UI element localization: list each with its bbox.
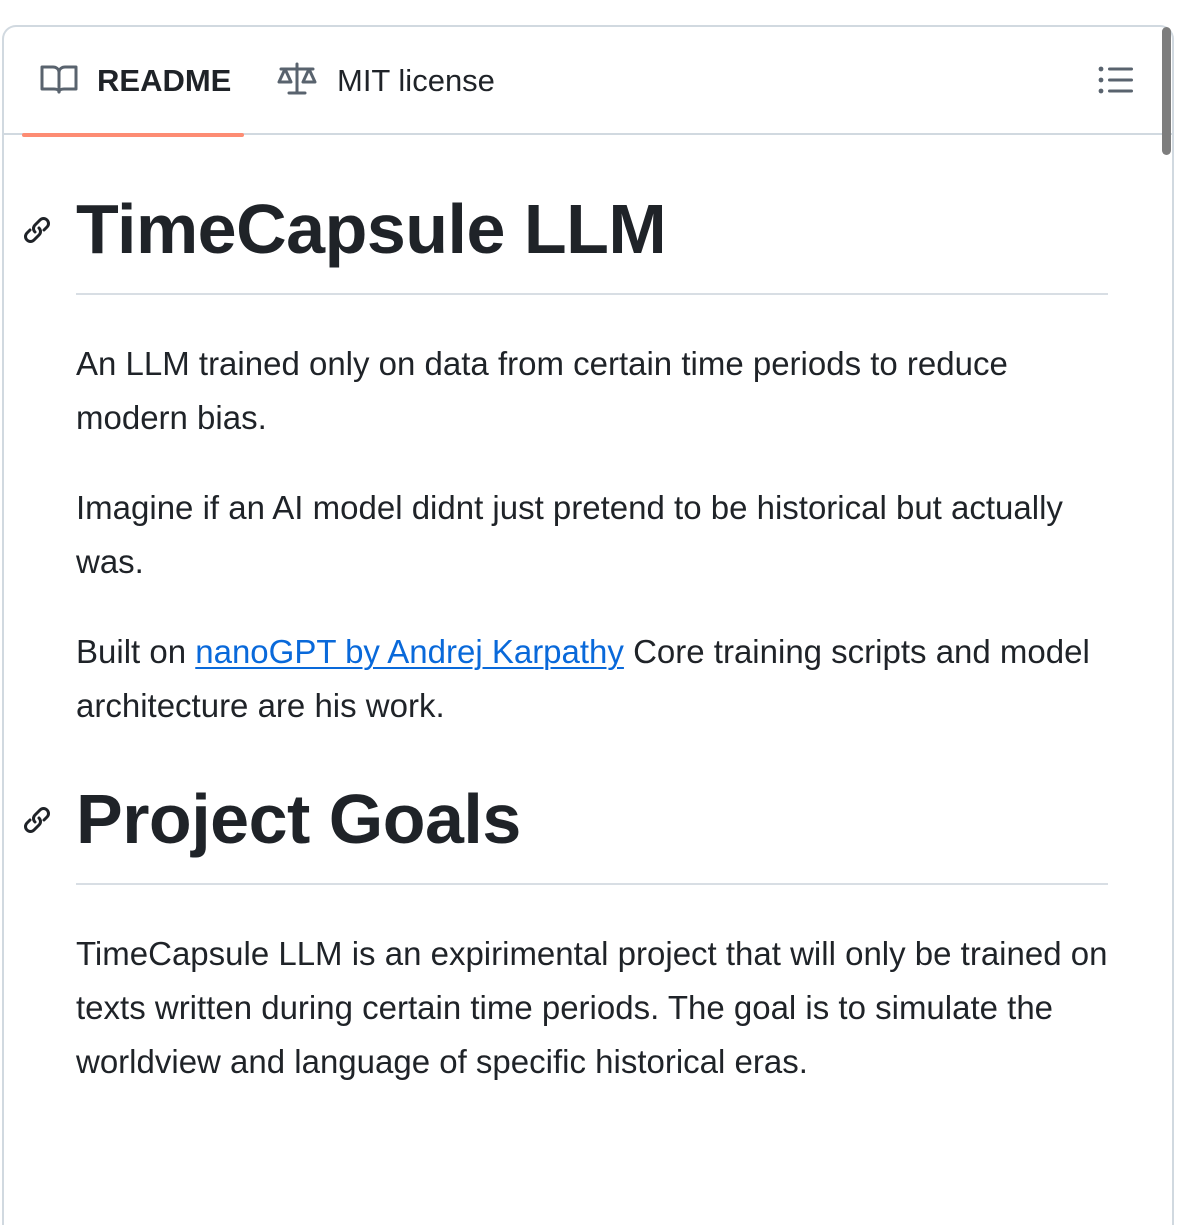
nanogpt-link[interactable]: nanoGPT by Andrej Karpathy [195, 633, 624, 670]
built-on-prefix: Built on [76, 633, 196, 670]
built-on-paragraph [76, 625, 1108, 733]
tab-license[interactable] [276, 27, 495, 135]
table-of-contents-button[interactable] [1094, 61, 1138, 103]
tab-license-label: MIT license [337, 63, 495, 98]
intro-paragraph-1: An LLM trained only on data from certain time periods to reduce modern bias. [76, 345, 1008, 436]
tab-readme[interactable] [22, 27, 244, 135]
readme-panel [2, 25, 1174, 1225]
tab-bar [4, 27, 1172, 135]
intro-paragraph-2: Imagine if an AI model didnt just pretend to be historical but actually was. [76, 489, 1063, 580]
readme-content [76, 187, 1108, 1089]
active-tab-indicator [22, 133, 244, 137]
link-anchor-icon[interactable] [20, 213, 54, 247]
project-goals-heading [76, 777, 1108, 885]
project-goals-heading-text: Project Goals [76, 780, 521, 858]
list-icon [1098, 65, 1134, 100]
readme-title-text: TimeCapsule LLM [76, 190, 667, 268]
link-anchor-icon[interactable] [20, 803, 54, 837]
scale-icon [276, 62, 318, 101]
built-on-suffix: Core training scripts and model architecture are his work. [76, 633, 1090, 724]
project-goals-paragraph: TimeCapsule LLM is an expirimental project that will only be trained on texts written during certain time periods. The goal is to simulate the worldview and language of specific historical eras. [76, 935, 1108, 1080]
scrollbar-thumb[interactable] [1162, 27, 1171, 155]
tab-readme-label: README [97, 63, 232, 98]
readme-title [76, 187, 1108, 295]
book-icon [40, 63, 78, 100]
